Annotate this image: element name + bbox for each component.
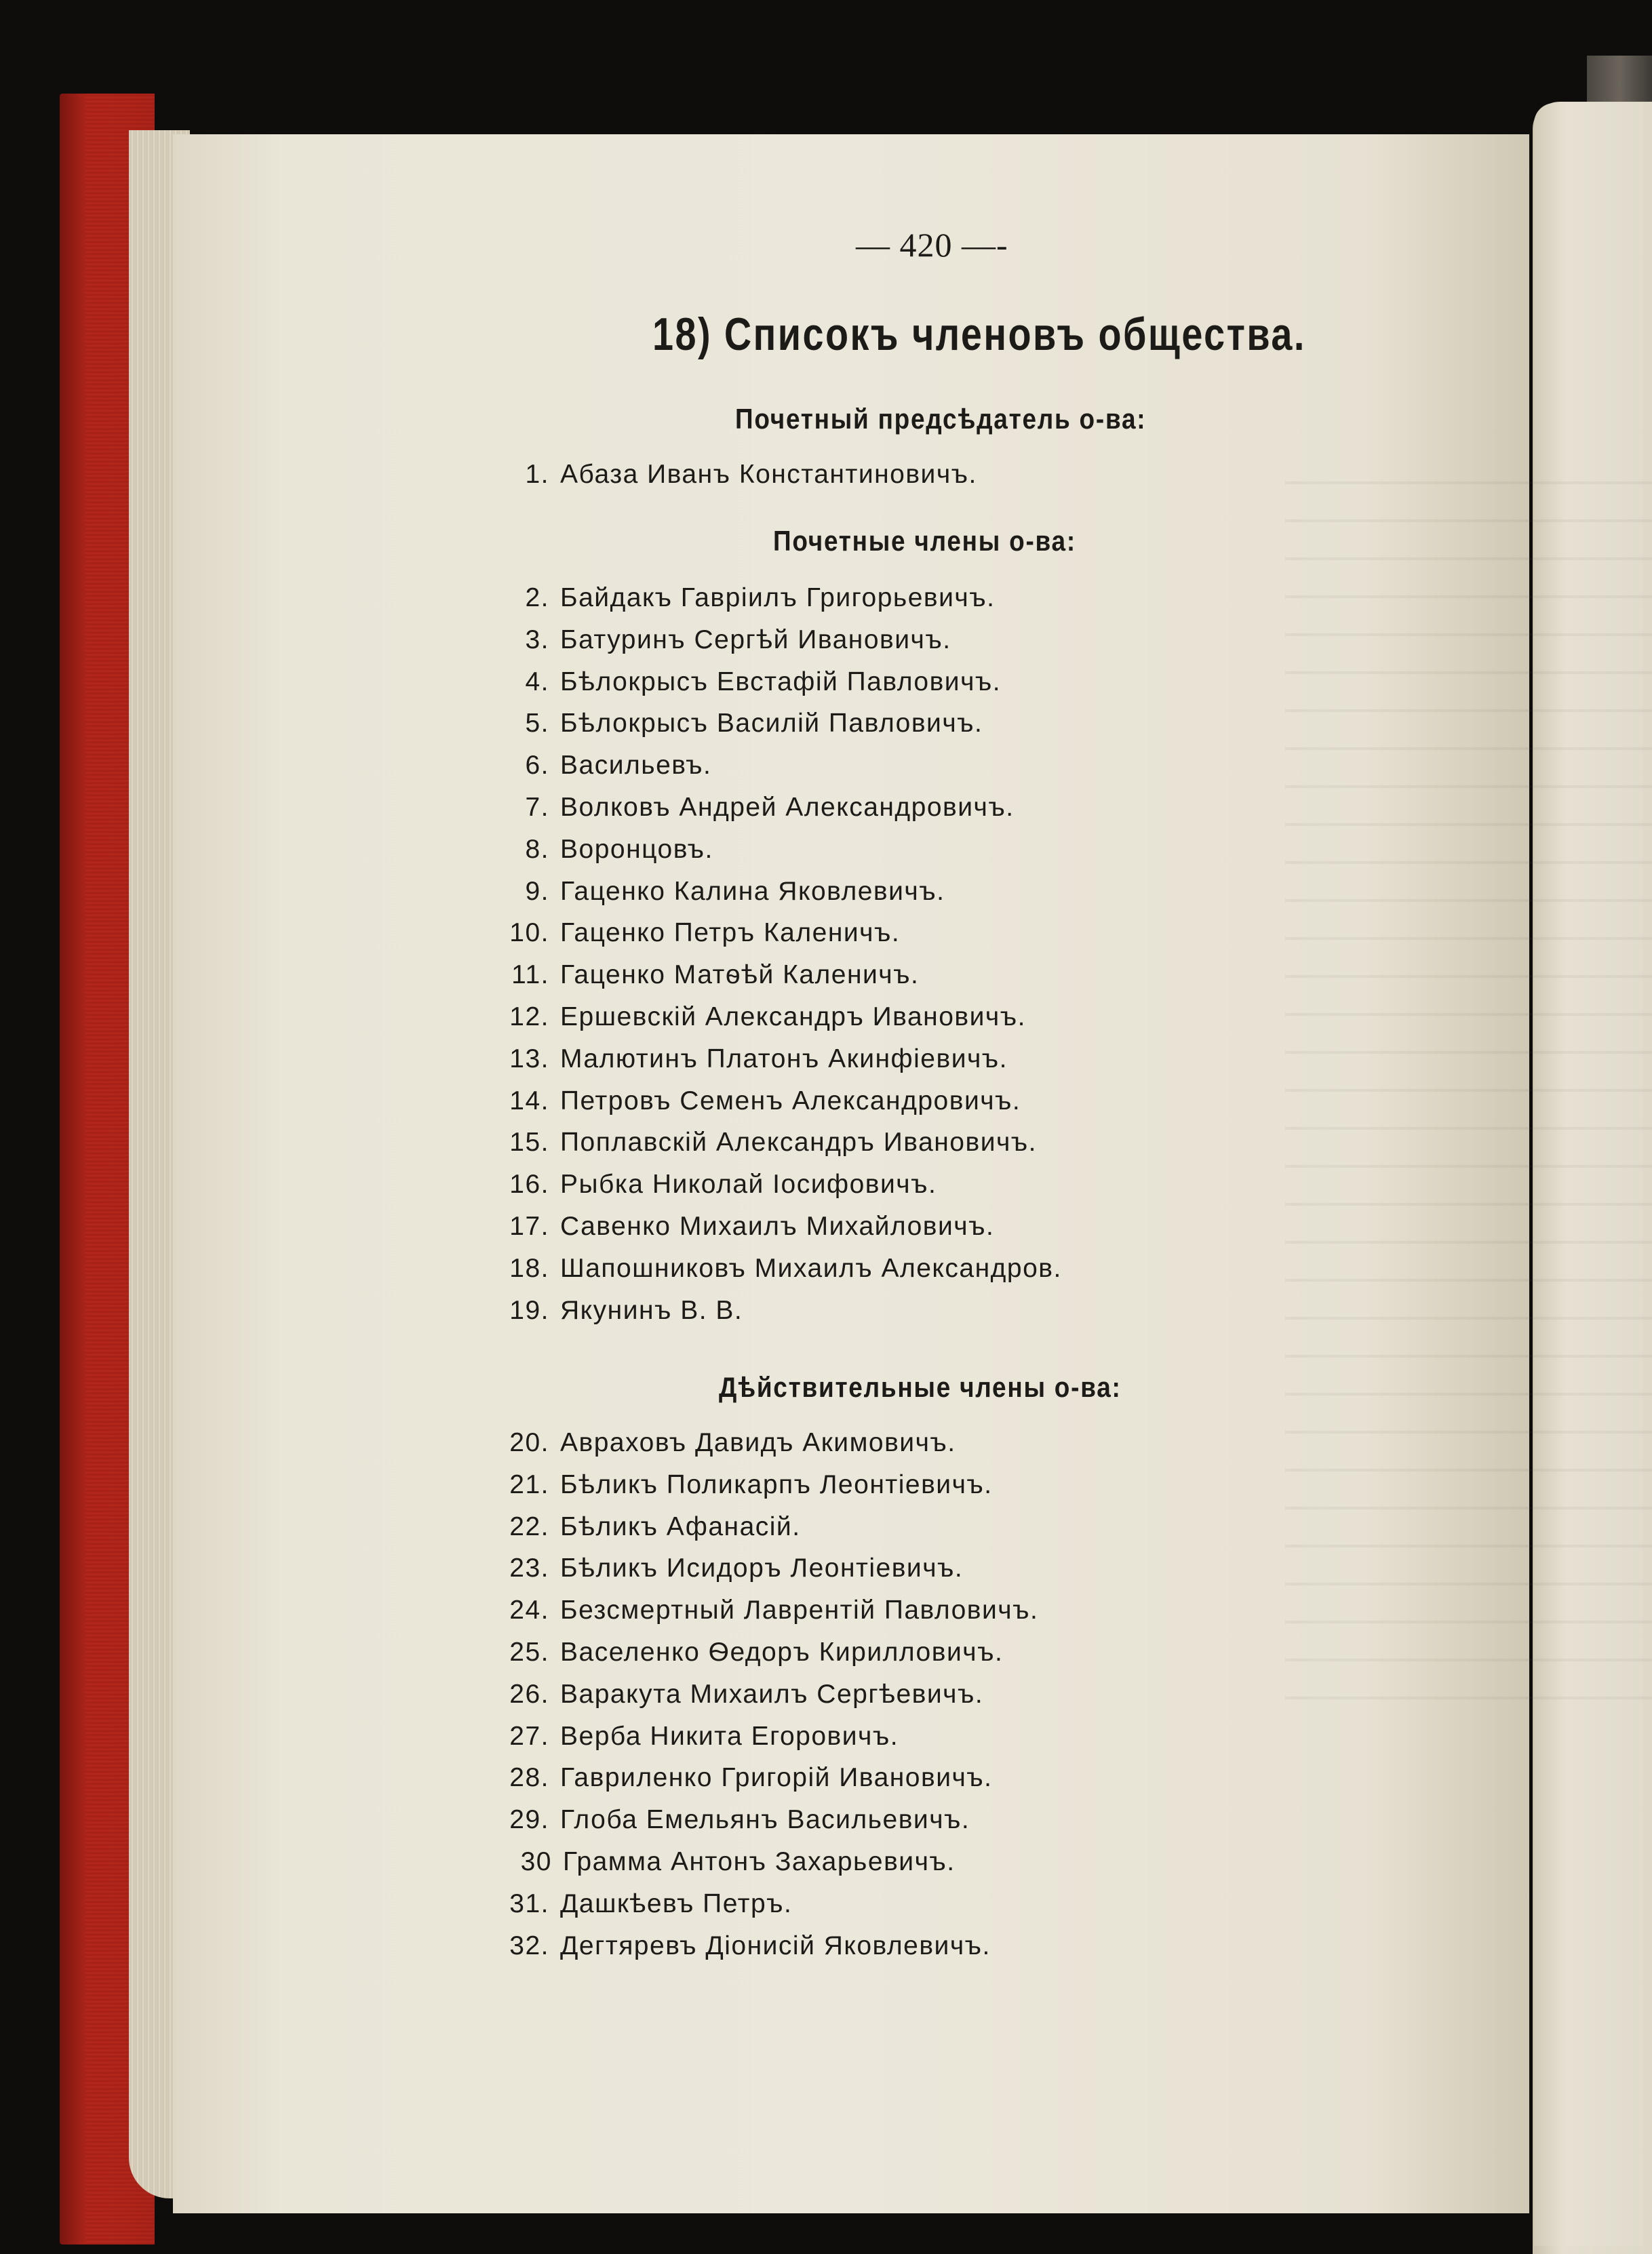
member-name: Гаценко Матѳѣй Каленичъ. (560, 960, 920, 990)
member-list-item (495, 624, 951, 656)
member-name: Абаза Иванъ Константиновичъ. (560, 460, 977, 489)
member-name: Батуринъ Сергѣй Ивановичъ. (560, 625, 951, 654)
member-name: Поплавскій Александръ Ивановичъ. (560, 1128, 1038, 1158)
member-name: Васильевъ. (560, 751, 712, 780)
member-name: Глоба Емельянъ Васильевичъ. (560, 1805, 970, 1835)
member-number: 9. (525, 876, 549, 906)
member-list-item (495, 1888, 792, 1920)
section-heading-honorary-chairman: Почетный предсѣдатель о-ва: (735, 403, 1147, 435)
member-name: Воронцовъ. (560, 834, 713, 864)
member-number: 27. (509, 1721, 549, 1751)
member-list-item (495, 1552, 963, 1585)
member-number: 23. (509, 1554, 549, 1583)
member-number: 32. (509, 1931, 549, 1960)
member-list-item (495, 1168, 937, 1201)
member-number: 10. (509, 918, 549, 948)
member-number: 21. (509, 1469, 549, 1499)
member-name: Бѣликъ Поликарпъ Леонтіевичъ. (560, 1469, 993, 1499)
member-name: Шапошниковъ Михаилъ Александров. (560, 1253, 1062, 1283)
member-list-item (495, 1636, 1003, 1669)
member-number: 3. (525, 625, 549, 654)
member-name: Бѣлокрысъ Евстафій Павловичъ. (560, 667, 1002, 696)
member-list-item (495, 1210, 994, 1243)
member-name: Байдакъ Гавріилъ Григорьевичъ. (560, 583, 996, 612)
member-list-item (498, 1846, 956, 1878)
member-name: Гаценко Калина Яковлевичъ. (560, 876, 945, 906)
member-number: 12. (509, 1002, 549, 1031)
member-name: Гаценко Петръ Каленичъ. (560, 918, 901, 948)
member-list-item (495, 749, 711, 782)
member-list-item (495, 1678, 983, 1711)
section-heading-honorary-members: Почетные члены о-ва: (773, 525, 1076, 557)
member-list-item (495, 1804, 970, 1836)
member-number: 2. (525, 583, 549, 612)
member-name: Дашкѣевъ Петръ. (560, 1889, 793, 1918)
member-list-item (495, 1085, 1021, 1118)
bleed-through-text (1285, 446, 1652, 1735)
member-number: 8. (525, 834, 549, 864)
member-number: 24. (509, 1596, 549, 1625)
member-number: 31. (509, 1889, 549, 1918)
member-list-item (495, 1427, 956, 1459)
section-heading-active-members: Дѣйствительные члены о-ва: (719, 1371, 1122, 1403)
member-list-item (495, 1252, 1062, 1285)
member-number: 30 (520, 1847, 552, 1876)
member-list-item (495, 666, 1001, 698)
member-number: 11. (511, 960, 549, 990)
member-list-item (495, 791, 1015, 824)
member-name: Верба Никита Егоровичъ. (560, 1721, 899, 1751)
member-list-item (495, 582, 995, 614)
member-name: Бѣликъ Афанасій. (560, 1511, 801, 1541)
member-name: Якунинъ В. В. (560, 1295, 743, 1325)
member-number: 7. (525, 793, 549, 822)
member-list-item (495, 707, 983, 740)
member-list-item (495, 1043, 1008, 1075)
member-number: 5. (525, 709, 549, 738)
member-number: 28. (509, 1763, 549, 1793)
member-number: 15. (509, 1128, 549, 1158)
member-name: Бѣлокрысъ Василій Павловичъ. (560, 709, 983, 738)
member-number: 1. (525, 460, 549, 489)
member-number: 26. (509, 1679, 549, 1709)
member-name: Гавриленко Григорій Ивановичъ. (560, 1763, 993, 1793)
member-list-item (495, 833, 713, 866)
page-number: — 420 —- (856, 226, 1008, 264)
member-number: 20. (509, 1428, 549, 1457)
member-number: 22. (509, 1511, 549, 1541)
member-list-item (495, 1001, 1026, 1033)
member-name: Варакута Михаилъ Сергѣевичъ. (560, 1679, 984, 1709)
member-list-item (495, 1720, 899, 1753)
member-number: 17. (509, 1212, 549, 1241)
member-name: Дегтяревъ Діонисій Яковлевичъ. (560, 1931, 991, 1960)
member-number: 25. (509, 1638, 549, 1667)
member-list-item (495, 1930, 991, 1962)
member-number: 14. (509, 1086, 549, 1115)
member-name: Волковъ Андрей Александровичъ. (560, 793, 1015, 822)
member-name: Малютинъ Платонъ Акинфіевичъ. (560, 1044, 1008, 1073)
member-list-item (495, 1294, 743, 1327)
member-list-item (495, 1126, 1037, 1159)
member-name: Петровъ Семенъ Александровичъ. (560, 1086, 1021, 1115)
page-title: 18) Списокъ членовъ общества. (652, 309, 1306, 360)
member-name: Ершевскій Александръ Ивановичъ. (560, 1002, 1026, 1031)
member-number: 4. (525, 667, 549, 696)
member-list-item (495, 1469, 993, 1501)
member-number: 6. (525, 751, 549, 780)
member-number: 18. (509, 1253, 549, 1283)
member-list-item (495, 1511, 801, 1543)
member-name: Рыбка Николай Іосифовичъ. (560, 1170, 937, 1200)
member-number: 29. (509, 1805, 549, 1835)
member-list-item (495, 917, 900, 949)
member-name: Бѣликъ Исидоръ Леонтіевичъ. (560, 1554, 964, 1583)
member-list-item (495, 959, 919, 991)
member-name: Безсмертный Лаврентій Павловичъ. (560, 1596, 1039, 1625)
member-name: Грамма Антонъ Захарьевичъ. (563, 1847, 956, 1876)
member-list-item (495, 1594, 1038, 1627)
member-list-item (495, 875, 945, 908)
member-number: 16. (509, 1170, 549, 1200)
member-list-item (495, 458, 977, 491)
member-number: 19. (509, 1295, 549, 1325)
member-number: 13. (509, 1044, 549, 1073)
member-list-item (495, 1762, 993, 1794)
member-name: Авраховъ Давидъ Акимовичъ. (560, 1428, 956, 1457)
member-name: Савенко Михаилъ Михайловичъ. (560, 1212, 995, 1241)
member-name: Васеленко Ѳедоръ Кирилловичъ. (560, 1638, 1004, 1667)
